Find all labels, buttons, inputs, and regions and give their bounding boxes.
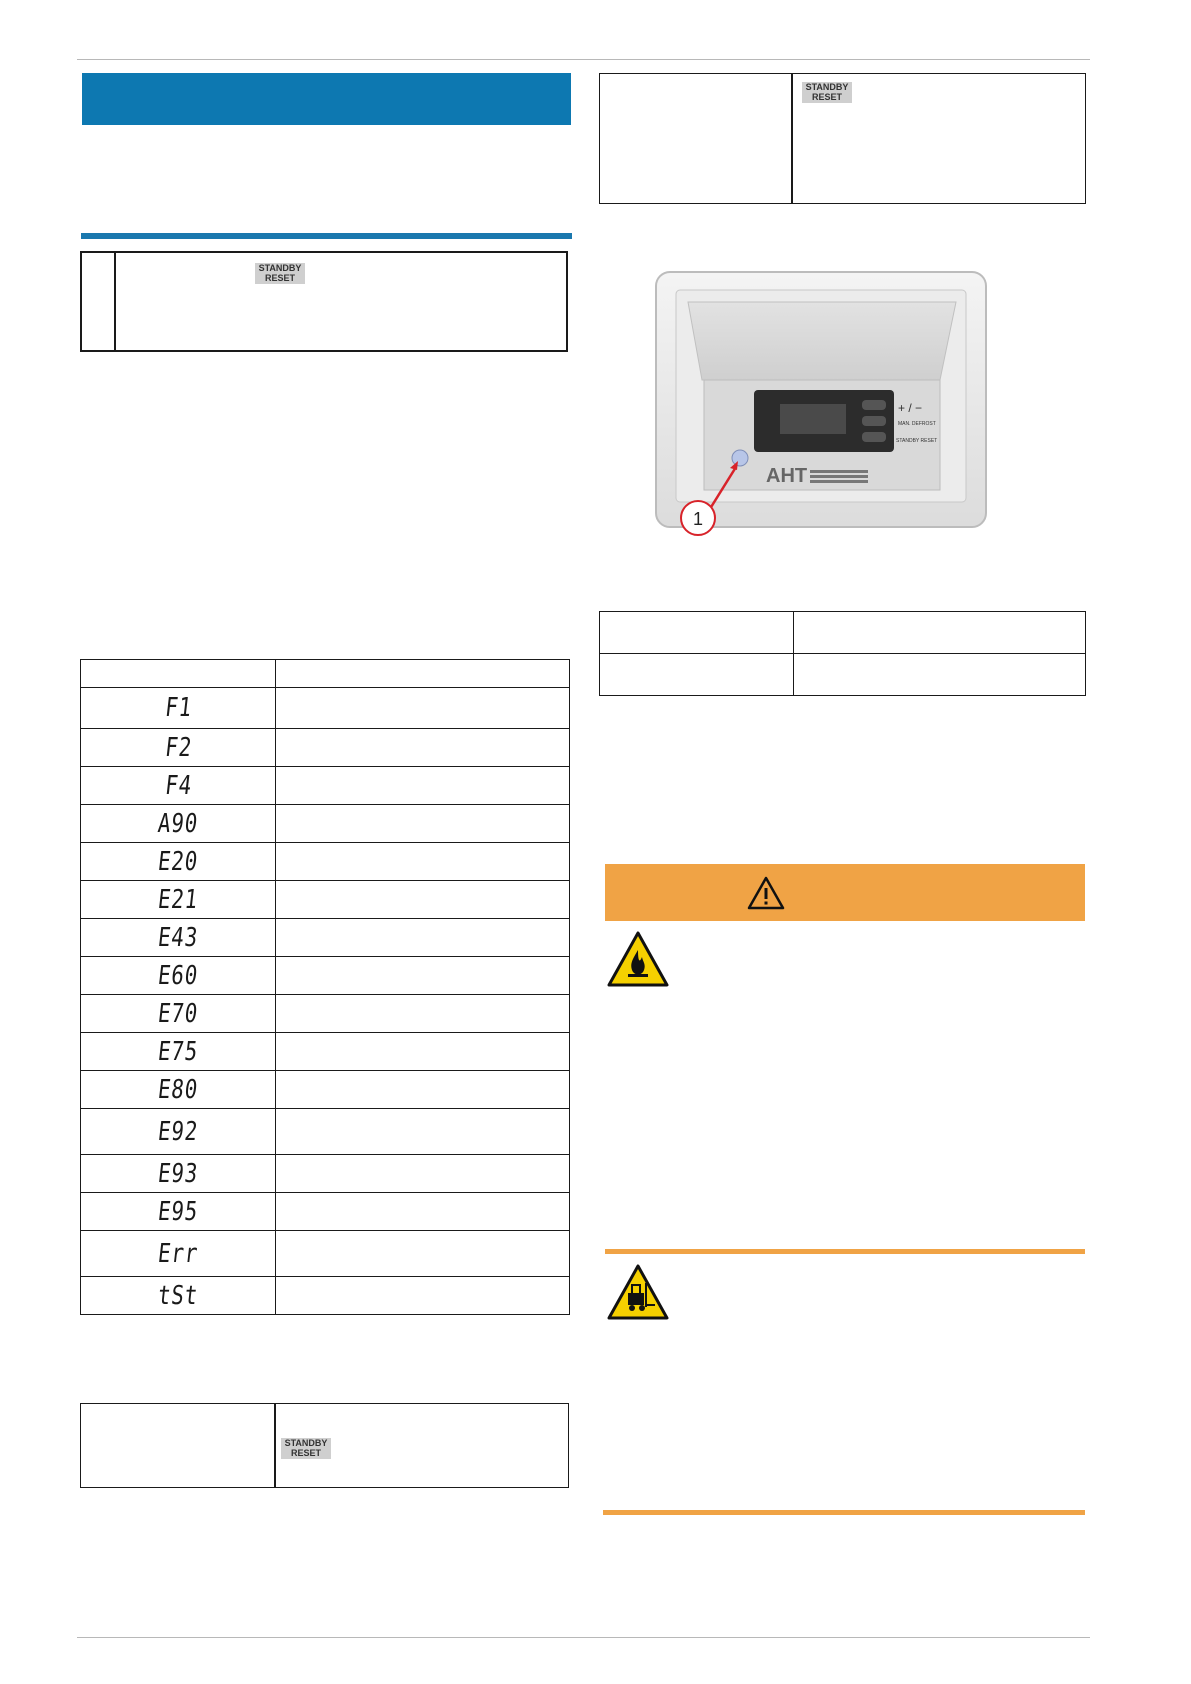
top-right-table [599, 73, 1086, 204]
table-row [81, 1277, 570, 1315]
error-code-display: tSt [156, 1280, 200, 1311]
error-code-display: E80 [156, 1074, 200, 1105]
table-row [81, 919, 570, 957]
table-header-row [81, 660, 570, 688]
bottom-left-table [80, 1403, 569, 1488]
table-row [81, 1155, 570, 1193]
figure-legend-table [599, 611, 1086, 696]
error-code-table [80, 659, 570, 1315]
warning-header-bar [605, 864, 1085, 921]
error-code-display: F4 [163, 770, 194, 801]
table-row [81, 843, 570, 881]
error-code-display: E93 [156, 1158, 200, 1189]
error-code-display: E43 [156, 922, 200, 953]
top-rule [77, 59, 1090, 60]
table-row [81, 957, 570, 995]
plus-minus-label: + / − [898, 401, 923, 415]
table-row [81, 729, 570, 767]
error-code-display: F1 [163, 693, 194, 723]
table-row [600, 612, 1086, 654]
error-code-display: E92 [156, 1116, 200, 1147]
error-code-display: F2 [163, 732, 194, 763]
forklift-hazard-icon [606, 1263, 670, 1321]
controller-housing-illustration [640, 262, 990, 582]
standby-reset-key: STANDBY RESET [255, 263, 305, 284]
standby-reset-key: STANDBY RESET [281, 1438, 331, 1459]
man-defrost-label: MAN. DEFROST [898, 421, 936, 427]
flammable-hazard-icon [606, 930, 670, 988]
note-box [80, 251, 568, 352]
table-row [81, 805, 570, 843]
aht-logo: AHT [766, 465, 808, 487]
table-row [81, 1193, 570, 1231]
error-code-display: E21 [156, 884, 200, 915]
table-row [600, 654, 1086, 696]
table-row [81, 1231, 570, 1277]
warning-triangle-icon [746, 875, 786, 911]
standby-reset-key: STANDBY RESET [802, 82, 852, 103]
callout-number: 1 [692, 509, 704, 529]
table-row [81, 767, 570, 805]
error-code-display: E95 [156, 1196, 200, 1227]
warning-separator [605, 1249, 1085, 1254]
error-code-display: E20 [156, 846, 200, 877]
bottom-rule [77, 1637, 1090, 1638]
table-row [81, 1109, 570, 1155]
table-row [81, 1033, 570, 1071]
error-code-display: E70 [156, 998, 200, 1029]
section-header-bar [82, 73, 571, 125]
note-icon-column [82, 253, 116, 350]
error-code-display: E75 [156, 1036, 200, 1067]
table-row [81, 995, 570, 1033]
error-code-display: E60 [156, 960, 200, 991]
table-row [81, 881, 570, 919]
table-row [81, 688, 570, 729]
error-code-display: Err [156, 1238, 200, 1269]
table-row [81, 1071, 570, 1109]
error-code-display: A90 [156, 808, 200, 839]
warning-end-rule [603, 1510, 1085, 1515]
subsection-rule [81, 233, 572, 239]
controller-figure [640, 262, 990, 582]
standby-reset-label: STANDBY RESET [896, 438, 938, 444]
